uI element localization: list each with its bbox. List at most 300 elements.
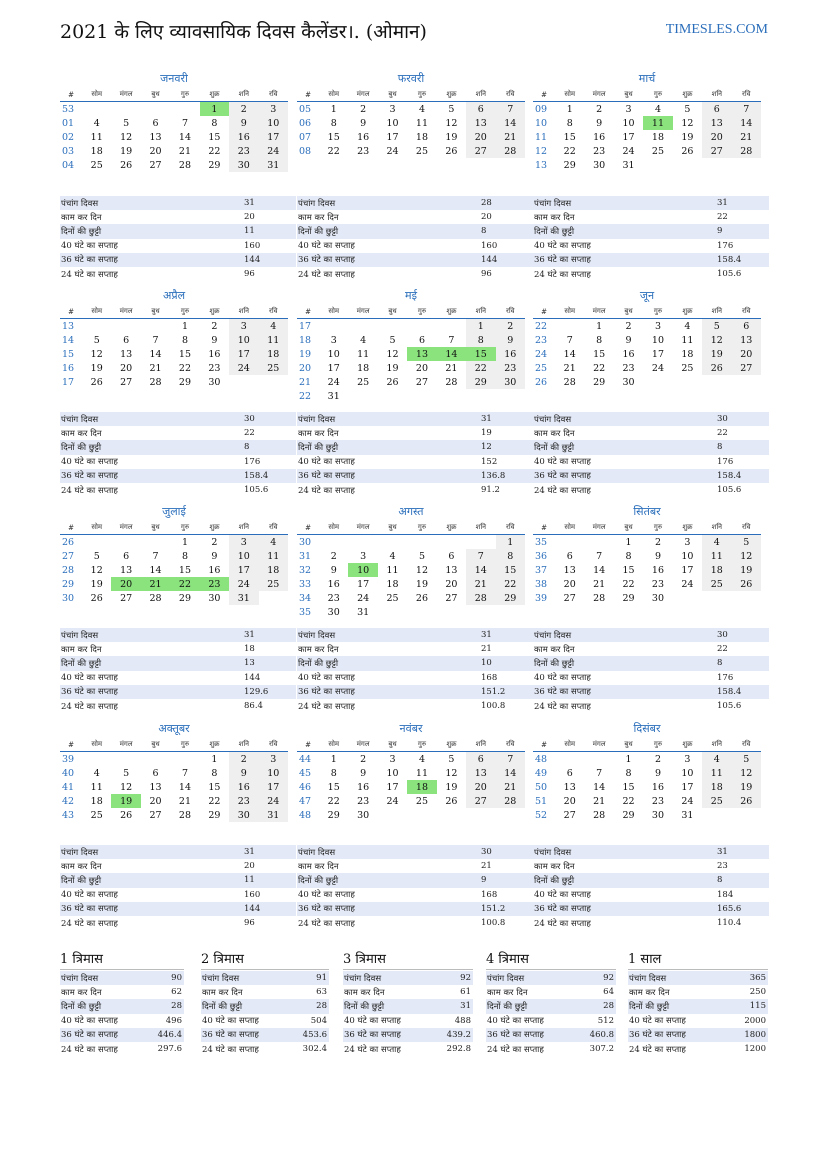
day-cell[interactable]: 5 — [448, 103, 455, 115]
day-cell[interactable]: 12 — [120, 131, 133, 143]
day-cell[interactable]: 10 — [386, 767, 399, 779]
weekend-day-cell[interactable]: 6 — [702, 102, 731, 117]
day-cell[interactable]: 10 — [681, 550, 694, 562]
day-cell[interactable]: 31 — [681, 809, 694, 821]
weekend-day-cell[interactable]: 2 — [229, 102, 258, 117]
weekend-day-cell[interactable]: 10 — [229, 549, 258, 563]
day-cell[interactable]: 13 — [149, 131, 162, 143]
day-cell[interactable]: 3 — [389, 103, 396, 115]
day-cell[interactable]: 9 — [654, 767, 661, 779]
day-cell[interactable]: 16 — [593, 131, 606, 143]
day-cell[interactable]: 26 — [445, 795, 458, 807]
day-cell[interactable]: 20 — [149, 145, 162, 157]
weekend-day-cell[interactable]: 26 — [702, 361, 731, 375]
day-cell[interactable]: 26 — [90, 376, 103, 388]
day-cell[interactable]: 25 — [90, 159, 103, 171]
day-cell[interactable]: 18 — [386, 578, 399, 590]
day-cell[interactable]: 27 — [120, 376, 133, 388]
day-cell[interactable]: 5 — [389, 334, 396, 346]
day-cell[interactable]: 17 — [357, 578, 370, 590]
weekend-day-cell[interactable]: 17 — [259, 780, 288, 794]
holiday-day-cell[interactable]: 15 — [466, 347, 495, 361]
day-cell[interactable]: 9 — [360, 767, 367, 779]
weekend-day-cell[interactable]: 20 — [702, 130, 731, 144]
day-cell[interactable]: 14 — [563, 348, 576, 360]
weekend-day-cell[interactable]: 10 — [229, 333, 258, 347]
day-cell[interactable]: 24 — [357, 592, 370, 604]
day-cell[interactable]: 21 — [149, 362, 162, 374]
weekend-day-cell[interactable]: 21 — [496, 780, 525, 794]
day-cell[interactable]: 9 — [211, 334, 218, 346]
day-cell[interactable]: 24 — [681, 578, 694, 590]
weekend-day-cell[interactable]: 4 — [259, 319, 288, 334]
day-cell[interactable]: 7 — [152, 334, 159, 346]
day-cell[interactable]: 22 — [563, 145, 576, 157]
weekend-day-cell[interactable]: 10 — [259, 766, 288, 780]
weekend-day-cell[interactable]: 14 — [496, 116, 525, 130]
day-cell[interactable]: 12 — [681, 117, 694, 129]
site-link[interactable]: TIMESLES.COM — [665, 22, 768, 37]
day-cell[interactable]: 26 — [386, 376, 399, 388]
day-cell[interactable]: 12 — [120, 781, 133, 793]
day-cell[interactable]: 7 — [181, 117, 188, 129]
day-cell[interactable]: 15 — [327, 781, 340, 793]
day-cell[interactable]: 24 — [622, 145, 635, 157]
day-cell[interactable]: 23 — [593, 145, 606, 157]
weekend-day-cell[interactable]: 27 — [466, 794, 495, 808]
weekend-day-cell[interactable]: 7 — [496, 102, 525, 117]
day-cell[interactable]: 10 — [327, 348, 340, 360]
day-cell[interactable]: 30 — [208, 376, 221, 388]
holiday-day-cell[interactable]: 11 — [643, 116, 672, 130]
weekend-day-cell[interactable]: 8 — [496, 549, 525, 563]
day-cell[interactable]: 4 — [360, 334, 367, 346]
day-cell[interactable]: 5 — [418, 550, 425, 562]
day-cell[interactable]: 12 — [445, 117, 458, 129]
weekend-day-cell[interactable]: 19 — [732, 563, 761, 577]
day-cell[interactable]: 1 — [625, 753, 632, 765]
weekend-day-cell[interactable]: 18 — [259, 563, 288, 577]
day-cell[interactable]: 27 — [120, 592, 133, 604]
day-cell[interactable]: 28 — [593, 809, 606, 821]
day-cell[interactable]: 14 — [178, 131, 192, 143]
day-cell[interactable]: 12 — [415, 564, 429, 576]
day-cell[interactable]: 3 — [330, 334, 337, 346]
weekend-day-cell[interactable]: 12 — [732, 766, 761, 780]
day-cell[interactable]: 4 — [418, 753, 425, 765]
day-cell[interactable]: 23 — [327, 592, 340, 604]
day-cell[interactable]: 3 — [654, 320, 661, 332]
day-cell[interactable]: 22 — [327, 795, 340, 807]
weekend-day-cell[interactable]: 20 — [732, 347, 761, 361]
weekend-day-cell[interactable]: 28 — [466, 591, 495, 605]
day-cell[interactable]: 14 — [149, 564, 162, 576]
day-cell[interactable]: 17 — [622, 131, 635, 143]
day-cell[interactable]: 25 — [90, 809, 103, 821]
day-cell[interactable]: 9 — [625, 334, 632, 346]
day-cell[interactable]: 18 — [651, 131, 665, 143]
day-cell[interactable]: 16 — [208, 564, 221, 576]
day-cell[interactable]: 16 — [327, 578, 340, 590]
weekend-day-cell[interactable]: 16 — [229, 780, 258, 794]
holiday-day-cell[interactable]: 19 — [111, 794, 140, 808]
day-cell[interactable]: 1 — [625, 536, 632, 548]
holiday-day-cell[interactable]: 22 — [170, 577, 199, 591]
day-cell[interactable]: 17 — [651, 348, 665, 360]
day-cell[interactable]: 19 — [445, 781, 458, 793]
day-cell[interactable]: 27 — [445, 592, 458, 604]
day-cell[interactable]: 13 — [563, 564, 576, 576]
day-cell[interactable]: 23 — [208, 362, 221, 374]
day-cell[interactable]: 29 — [327, 809, 340, 821]
day-cell[interactable]: 18 — [415, 131, 429, 143]
day-cell[interactable]: 2 — [211, 536, 218, 548]
weekend-day-cell[interactable]: 9 — [496, 333, 525, 347]
day-cell[interactable]: 14 — [593, 564, 606, 576]
weekend-day-cell[interactable]: 31 — [229, 591, 258, 605]
day-cell[interactable]: 17 — [681, 564, 694, 576]
day-cell[interactable]: 29 — [622, 592, 635, 604]
day-cell[interactable]: 25 — [651, 145, 665, 157]
day-cell[interactable]: 22 — [593, 362, 606, 374]
weekend-day-cell[interactable]: 3 — [229, 535, 258, 550]
day-cell[interactable]: 4 — [93, 117, 100, 129]
day-cell[interactable]: 6 — [448, 550, 455, 562]
day-cell[interactable]: 20 — [563, 578, 576, 590]
day-cell[interactable]: 16 — [651, 564, 665, 576]
weekend-day-cell[interactable]: 23 — [229, 794, 258, 808]
day-cell[interactable]: 13 — [445, 564, 458, 576]
day-cell[interactable]: 23 — [357, 795, 370, 807]
weekend-day-cell[interactable]: 15 — [496, 563, 525, 577]
weekend-day-cell[interactable]: 27 — [466, 144, 495, 158]
day-cell[interactable]: 19 — [415, 578, 429, 590]
weekend-day-cell[interactable]: 4 — [259, 535, 288, 550]
day-cell[interactable]: 25 — [386, 592, 399, 604]
day-cell[interactable]: 24 — [327, 376, 340, 388]
weekend-day-cell[interactable]: 29 — [496, 591, 525, 605]
weekend-day-cell[interactable]: 30 — [496, 375, 525, 389]
weekend-day-cell[interactable]: 12 — [732, 549, 761, 563]
day-cell[interactable]: 27 — [149, 809, 162, 821]
day-cell[interactable]: 22 — [327, 145, 340, 157]
day-cell[interactable]: 8 — [566, 117, 573, 129]
day-cell[interactable]: 13 — [120, 348, 133, 360]
day-cell[interactable]: 16 — [651, 781, 665, 793]
day-cell[interactable]: 28 — [593, 592, 606, 604]
day-cell[interactable]: 1 — [211, 753, 218, 765]
weekend-day-cell[interactable]: 13 — [732, 333, 761, 347]
day-cell[interactable]: 24 — [651, 362, 665, 374]
weekend-day-cell[interactable]: 27 — [702, 144, 731, 158]
day-cell[interactable]: 26 — [90, 592, 103, 604]
day-cell[interactable]: 7 — [596, 767, 603, 779]
weekend-day-cell[interactable]: 3 — [229, 319, 258, 334]
day-cell[interactable]: 20 — [120, 362, 133, 374]
weekend-day-cell[interactable]: 13 — [466, 766, 495, 780]
day-cell[interactable]: 29 — [208, 809, 221, 821]
day-cell[interactable]: 13 — [149, 781, 162, 793]
day-cell[interactable]: 23 — [651, 795, 665, 807]
day-cell[interactable]: 16 — [357, 131, 370, 143]
day-cell[interactable]: 25 — [357, 376, 370, 388]
day-cell[interactable]: 30 — [208, 592, 221, 604]
day-cell[interactable]: 24 — [386, 795, 399, 807]
day-cell[interactable]: 2 — [654, 536, 661, 548]
day-cell[interactable]: 8 — [330, 117, 337, 129]
day-cell[interactable]: 26 — [681, 145, 694, 157]
day-cell[interactable]: 7 — [596, 550, 603, 562]
day-cell[interactable]: 15 — [208, 781, 221, 793]
day-cell[interactable]: 4 — [654, 103, 661, 115]
weekend-day-cell[interactable]: 2 — [229, 752, 258, 767]
day-cell[interactable]: 1 — [596, 320, 603, 332]
weekend-day-cell[interactable]: 12 — [702, 333, 731, 347]
day-cell[interactable]: 23 — [357, 145, 370, 157]
day-cell[interactable]: 15 — [178, 348, 192, 360]
day-cell[interactable]: 15 — [622, 781, 635, 793]
weekend-day-cell[interactable]: 4 — [702, 535, 731, 550]
weekend-day-cell[interactable]: 11 — [259, 333, 288, 347]
day-cell[interactable]: 2 — [360, 103, 367, 115]
day-cell[interactable]: 29 — [593, 376, 606, 388]
weekend-day-cell[interactable]: 7 — [496, 752, 525, 767]
weekend-day-cell[interactable]: 1 — [496, 535, 525, 550]
day-cell[interactable]: 6 — [123, 334, 130, 346]
weekend-day-cell[interactable]: 21 — [496, 130, 525, 144]
day-cell[interactable]: 19 — [445, 131, 458, 143]
day-cell[interactable]: 16 — [208, 348, 221, 360]
day-cell[interactable]: 31 — [622, 159, 635, 171]
day-cell[interactable]: 14 — [149, 348, 162, 360]
day-cell[interactable]: 1 — [181, 320, 188, 332]
day-cell[interactable]: 9 — [654, 550, 661, 562]
weekend-day-cell[interactable]: 14 — [732, 116, 761, 130]
day-cell[interactable]: 13 — [563, 781, 576, 793]
day-cell[interactable]: 30 — [357, 809, 370, 821]
day-cell[interactable]: 5 — [93, 550, 100, 562]
day-cell[interactable]: 15 — [622, 564, 635, 576]
weekend-day-cell[interactable]: 18 — [259, 347, 288, 361]
day-cell[interactable]: 20 — [445, 578, 458, 590]
day-cell[interactable]: 27 — [415, 376, 429, 388]
day-cell[interactable]: 30 — [651, 592, 665, 604]
day-cell[interactable]: 6 — [152, 767, 159, 779]
day-cell[interactable]: 21 — [178, 145, 192, 157]
weekend-day-cell[interactable]: 23 — [229, 144, 258, 158]
day-cell[interactable]: 7 — [448, 334, 455, 346]
day-cell[interactable]: 12 — [90, 564, 103, 576]
day-cell[interactable]: 8 — [625, 550, 632, 562]
holiday-day-cell[interactable]: 21 — [141, 577, 170, 591]
day-cell[interactable]: 10 — [386, 117, 399, 129]
weekend-day-cell[interactable]: 31 — [259, 158, 288, 172]
day-cell[interactable]: 10 — [651, 334, 665, 346]
day-cell[interactable]: 6 — [566, 767, 573, 779]
weekend-day-cell[interactable]: 13 — [702, 116, 731, 130]
weekend-day-cell[interactable]: 3 — [259, 752, 288, 767]
weekend-day-cell[interactable]: 25 — [259, 577, 288, 591]
day-cell[interactable]: 25 — [415, 145, 429, 157]
day-cell[interactable]: 28 — [149, 376, 162, 388]
day-cell[interactable]: 16 — [357, 781, 370, 793]
day-cell[interactable]: 29 — [178, 376, 192, 388]
day-cell[interactable]: 3 — [684, 753, 691, 765]
weekend-day-cell[interactable]: 25 — [259, 361, 288, 375]
weekend-day-cell[interactable]: 11 — [259, 549, 288, 563]
day-cell[interactable]: 8 — [181, 550, 188, 562]
day-cell[interactable]: 1 — [181, 536, 188, 548]
day-cell[interactable]: 14 — [178, 781, 192, 793]
day-cell[interactable]: 28 — [445, 376, 458, 388]
day-cell[interactable]: 23 — [651, 578, 665, 590]
weekend-day-cell[interactable]: 11 — [702, 766, 731, 780]
day-cell[interactable]: 10 — [681, 767, 694, 779]
weekend-day-cell[interactable]: 18 — [702, 780, 731, 794]
weekend-day-cell[interactable]: 24 — [229, 361, 258, 375]
day-cell[interactable]: 1 — [330, 753, 337, 765]
day-cell[interactable]: 8 — [211, 117, 218, 129]
day-cell[interactable]: 30 — [593, 159, 606, 171]
day-cell[interactable]: 9 — [330, 564, 337, 576]
day-cell[interactable]: 5 — [448, 753, 455, 765]
day-cell[interactable]: 28 — [178, 809, 192, 821]
day-cell[interactable]: 20 — [149, 795, 162, 807]
weekend-day-cell[interactable]: 21 — [732, 130, 761, 144]
day-cell[interactable]: 21 — [593, 578, 606, 590]
day-cell[interactable]: 20 — [415, 362, 429, 374]
day-cell[interactable]: 26 — [120, 809, 133, 821]
day-cell[interactable]: 11 — [90, 781, 103, 793]
weekend-day-cell[interactable]: 6 — [466, 102, 495, 117]
day-cell[interactable]: 18 — [357, 362, 370, 374]
day-cell[interactable]: 23 — [622, 362, 635, 374]
day-cell[interactable]: 30 — [622, 376, 635, 388]
weekend-day-cell[interactable]: 18 — [702, 563, 731, 577]
day-cell[interactable]: 15 — [593, 348, 606, 360]
day-cell[interactable]: 28 — [563, 376, 576, 388]
weekend-day-cell[interactable]: 25 — [702, 577, 731, 591]
weekend-day-cell[interactable]: 14 — [466, 563, 495, 577]
weekend-day-cell[interactable]: 28 — [732, 144, 761, 158]
day-cell[interactable]: 19 — [120, 145, 133, 157]
day-cell[interactable]: 8 — [330, 767, 337, 779]
day-cell[interactable]: 15 — [563, 131, 576, 143]
day-cell[interactable]: 9 — [211, 550, 218, 562]
weekend-day-cell[interactable]: 28 — [496, 144, 525, 158]
day-cell[interactable]: 17 — [386, 781, 399, 793]
day-cell[interactable]: 29 — [208, 159, 221, 171]
day-cell[interactable]: 19 — [386, 362, 399, 374]
day-cell[interactable]: 2 — [330, 550, 337, 562]
weekend-day-cell[interactable]: 9 — [229, 116, 258, 130]
day-cell[interactable]: 13 — [120, 564, 133, 576]
day-cell[interactable]: 7 — [152, 550, 159, 562]
weekend-day-cell[interactable]: 24 — [229, 577, 258, 591]
day-cell[interactable]: 5 — [123, 117, 130, 129]
day-cell[interactable]: 8 — [211, 767, 218, 779]
weekend-day-cell[interactable]: 5 — [732, 535, 761, 550]
day-cell[interactable]: 11 — [415, 767, 429, 779]
day-cell[interactable]: 22 — [178, 362, 192, 374]
holiday-day-cell[interactable]: 18 — [407, 780, 436, 794]
day-cell[interactable]: 14 — [593, 781, 606, 793]
day-cell[interactable]: 22 — [622, 795, 635, 807]
weekend-day-cell[interactable]: 31 — [259, 808, 288, 822]
weekend-day-cell[interactable]: 6 — [466, 752, 495, 767]
day-cell[interactable]: 21 — [593, 795, 606, 807]
day-cell[interactable]: 20 — [563, 795, 576, 807]
day-cell[interactable]: 10 — [622, 117, 635, 129]
day-cell[interactable]: 11 — [386, 564, 399, 576]
weekend-day-cell[interactable]: 5 — [732, 752, 761, 767]
weekend-day-cell[interactable]: 30 — [229, 158, 258, 172]
day-cell[interactable]: 26 — [415, 592, 429, 604]
day-cell[interactable]: 18 — [90, 145, 103, 157]
day-cell[interactable]: 29 — [622, 809, 635, 821]
day-cell[interactable]: 21 — [563, 362, 576, 374]
holiday-day-cell[interactable]: 10 — [348, 563, 377, 577]
day-cell[interactable]: 29 — [563, 159, 576, 171]
weekend-day-cell[interactable]: 19 — [732, 780, 761, 794]
day-cell[interactable]: 22 — [622, 578, 635, 590]
weekend-day-cell[interactable]: 17 — [229, 563, 258, 577]
day-cell[interactable]: 21 — [178, 795, 192, 807]
day-cell[interactable]: 6 — [566, 550, 573, 562]
day-cell[interactable]: 6 — [418, 334, 425, 346]
day-cell[interactable]: 27 — [563, 592, 576, 604]
weekend-day-cell[interactable]: 26 — [732, 794, 761, 808]
weekend-day-cell[interactable]: 21 — [466, 577, 495, 591]
weekend-day-cell[interactable]: 6 — [732, 319, 761, 334]
day-cell[interactable]: 30 — [327, 606, 340, 618]
day-cell[interactable]: 11 — [357, 348, 370, 360]
weekend-day-cell[interactable]: 16 — [229, 130, 258, 144]
day-cell[interactable]: 12 — [445, 767, 458, 779]
day-cell[interactable]: 3 — [360, 550, 367, 562]
weekend-day-cell[interactable]: 20 — [466, 130, 495, 144]
day-cell[interactable]: 7 — [181, 767, 188, 779]
day-cell[interactable]: 17 — [681, 781, 694, 793]
day-cell[interactable]: 19 — [90, 578, 103, 590]
day-cell[interactable]: 5 — [123, 767, 130, 779]
day-cell[interactable]: 4 — [684, 320, 691, 332]
weekend-day-cell[interactable]: 19 — [702, 347, 731, 361]
day-cell[interactable]: 12 — [90, 348, 103, 360]
day-cell[interactable]: 25 — [415, 795, 429, 807]
weekend-day-cell[interactable]: 27 — [732, 361, 761, 375]
day-cell[interactable]: 8 — [181, 334, 188, 346]
day-cell[interactable]: 21 — [445, 362, 458, 374]
weekend-day-cell[interactable]: 11 — [702, 549, 731, 563]
day-cell[interactable]: 25 — [681, 362, 694, 374]
weekend-day-cell[interactable]: 14 — [496, 766, 525, 780]
day-cell[interactable]: 3 — [389, 753, 396, 765]
day-cell[interactable]: 26 — [445, 145, 458, 157]
weekend-day-cell[interactable]: 2 — [496, 319, 525, 334]
weekend-day-cell[interactable]: 26 — [732, 577, 761, 591]
weekend-day-cell[interactable]: 23 — [496, 361, 525, 375]
day-cell[interactable]: 22 — [208, 795, 221, 807]
day-cell[interactable]: 11 — [415, 117, 429, 129]
day-cell[interactable]: 6 — [152, 117, 159, 129]
day-cell[interactable]: 2 — [596, 103, 603, 115]
weekend-day-cell[interactable]: 1 — [466, 319, 495, 334]
day-cell[interactable]: 19 — [681, 131, 694, 143]
day-cell[interactable]: 22 — [208, 145, 221, 157]
weekend-day-cell[interactable]: 24 — [259, 794, 288, 808]
day-cell[interactable]: 8 — [596, 334, 603, 346]
